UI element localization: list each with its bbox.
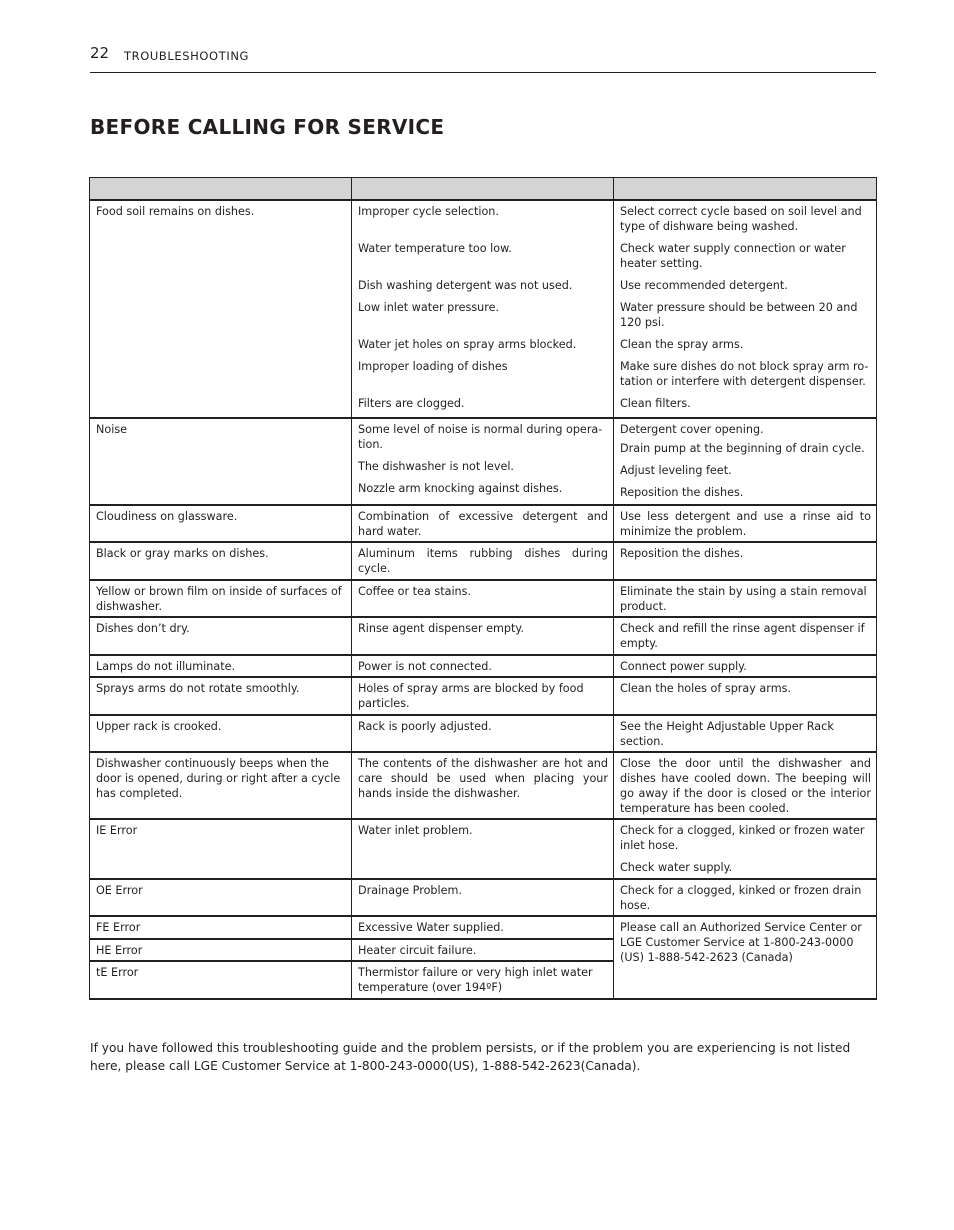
problem-cell: Dishwasher continuously beeps when the door is opened, during or right after a cycle has completed. <box>90 752 352 819</box>
problem-cell: HE Error <box>90 939 352 961</box>
table-row <box>90 752 877 819</box>
table-row <box>90 580 877 617</box>
page-header <box>90 44 876 73</box>
solution-item: Check water supply connection or water heater setting. <box>620 242 846 270</box>
table-row <box>90 879 877 916</box>
troubleshooting-table <box>89 177 877 1000</box>
solution-item: Use recommended detergent. <box>620 279 788 292</box>
problem-cell: FE Error <box>90 916 352 939</box>
problem-cell: tE Error <box>90 961 352 999</box>
cause-cell: Heater circuit failure. <box>352 939 614 961</box>
cause-cell: The contents of the dishwasher are hot and care should be used when placing your hands inside the dishwasher. <box>352 752 614 819</box>
table-row <box>90 617 877 655</box>
cause-cell: Holes of spray arms are blocked by food particles. <box>352 677 614 715</box>
table-row <box>90 200 877 418</box>
solution-cell: Connect power supply. <box>614 655 877 677</box>
page-number: 22 <box>90 44 110 62</box>
cause-item: The dishwasher is not level. <box>358 460 514 473</box>
table-row <box>90 715 877 752</box>
solution-cell <box>614 200 877 418</box>
cause-item: Water temperature too low. <box>358 242 512 255</box>
solution-cell <box>614 819 877 879</box>
cause-cell: Rack is poorly adjusted. <box>352 715 614 752</box>
shared-solution-cell: Please call an Authorized Service Center or LGE Customer Service at 1-800-243-0000 (US) 1-888-542-2623 (Canada) <box>614 916 877 999</box>
problem-cell: Yellow or brown film on inside of surfaces of dishwasher. <box>90 580 352 617</box>
header-cell-problem <box>90 178 352 201</box>
solution-item: Detergent cover opening. <box>620 423 764 436</box>
solution-item: Check water supply. <box>620 861 733 874</box>
page-title: BEFORE CALLING FOR SERVICE <box>90 115 445 139</box>
solution-item: Adjust leveling feet. <box>620 464 732 477</box>
solution-cell: Clean the holes of spray arms. <box>614 677 877 715</box>
cause-cell <box>352 200 614 418</box>
problem-cell: Black or gray marks on dishes. <box>90 542 352 580</box>
solution-item: Clean filters. <box>620 397 691 410</box>
cause-cell: Rinse agent dispenser empty. <box>352 617 614 655</box>
solution-cell <box>614 418 877 505</box>
table-row <box>90 916 877 939</box>
solution-item: Reposition the dishes. <box>620 486 744 499</box>
table-row <box>90 418 877 505</box>
cause-item: Filters are clogged. <box>358 397 465 410</box>
problem-cell: Sprays arms do not rotate smoothly. <box>90 677 352 715</box>
cause-cell: Coffee or tea stains. <box>352 580 614 617</box>
solution-cell: Use less detergent and use a rinse aid to minimize the problem. <box>614 505 877 542</box>
table-header-row <box>90 178 877 201</box>
cause-item: Improper loading of dishes <box>358 360 508 373</box>
section-label: TROUBLESHOOTING <box>124 49 250 63</box>
cause-cell: Drainage Problem. <box>352 879 614 916</box>
problem-cell: Noise <box>90 418 352 505</box>
header-cell-solution <box>614 178 877 201</box>
cause-item: Dish washing detergent was not used. <box>358 279 573 292</box>
cause-item: Low inlet water pressure. <box>358 301 500 314</box>
solution-item: Water pressure should be between 20 and 120 psi. <box>620 301 858 329</box>
solution-cell: Close the door until the dishwasher and dishes have cooled down. The beeping will go away if the door is closed or the interior temperature has been cooled. <box>614 752 877 819</box>
cause-cell: Combination of excessive detergent and hard water. <box>352 505 614 542</box>
cause-cell: Thermistor failure or very high inlet water temperature (over 194ºF) <box>352 961 614 999</box>
solution-cell: Check and refill the rinse agent dispenser if empty. <box>614 617 877 655</box>
cause-cell: Excessive Water supplied. <box>352 916 614 939</box>
solution-cell: Check for a clogged, kinked or frozen drain hose. <box>614 879 877 916</box>
problem-cell: Upper rack is crooked. <box>90 715 352 752</box>
solution-cell: Reposition the dishes. <box>614 542 877 580</box>
cause-cell: Aluminum items rubbing dishes during cycle. <box>352 542 614 580</box>
solution-cell: Eliminate the stain by using a stain removal product. <box>614 580 877 617</box>
table-row <box>90 655 877 677</box>
solution-item: Check for a clogged, kinked or frozen water inlet hose. <box>620 824 865 852</box>
table-row <box>90 677 877 715</box>
cause-item: Nozzle arm knocking against dishes. <box>358 482 563 495</box>
table-row <box>90 542 877 580</box>
solution-item: Clean the spray arms. <box>620 338 744 351</box>
cause-cell <box>352 418 614 505</box>
cause-item: Some level of noise is normal during opera-tion. <box>358 423 603 451</box>
footer-note: If you have followed this troubleshooting guide and the problem persists, or if the problem you are experiencing is not listed here, please call LGE Customer Service at 1-800-243-0000(US), 1-888-542-2623(Canada). <box>90 1041 851 1074</box>
problem-cell: IE Error <box>90 819 352 879</box>
solution-cell: See the Height Adjustable Upper Rack section. <box>614 715 877 752</box>
problem-cell: OE Error <box>90 879 352 916</box>
cause-cell: Water inlet problem. <box>352 819 614 879</box>
solution-item: Drain pump at the beginning of drain cycle. <box>620 442 865 455</box>
problem-cell: Lamps do not illuminate. <box>90 655 352 677</box>
problem-cell: Food soil remains on dishes. <box>90 200 352 418</box>
table-row <box>90 505 877 542</box>
header-cell-cause <box>352 178 614 201</box>
solution-item: Select correct cycle based on soil level and type of dishware being washed. <box>620 205 862 233</box>
problem-cell: Dishes don’t dry. <box>90 617 352 655</box>
cause-item: Water jet holes on spray arms blocked. <box>358 338 577 351</box>
problem-cell: Cloudiness on glassware. <box>90 505 352 542</box>
solution-item: Make sure dishes do not block spray arm ro-tation or interfere with detergent dispenser. <box>620 360 869 388</box>
cause-cell: Power is not connected. <box>352 655 614 677</box>
table-row <box>90 819 877 879</box>
cause-item: Improper cycle selection. <box>358 205 499 218</box>
